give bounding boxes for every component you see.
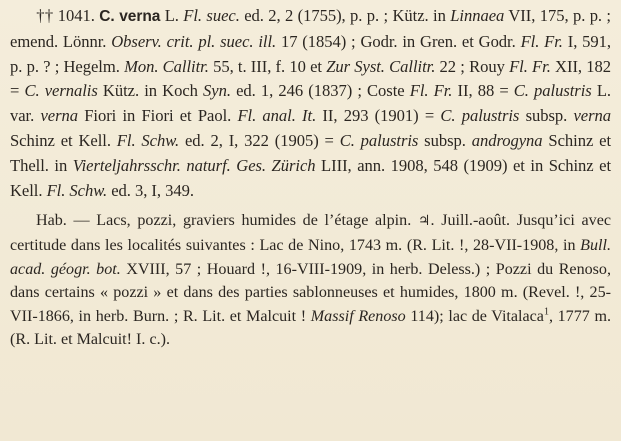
citation-title: Zur Syst. Callitr. bbox=[326, 56, 436, 76]
citation-text: 55, t. III, f. 10 et bbox=[208, 56, 327, 76]
citation-title: Massif Renoso bbox=[310, 307, 406, 325]
citation-text: Schinz et Thell. in bbox=[10, 130, 612, 175]
synonym-name: C. palustris bbox=[513, 81, 592, 101]
citation-text: VII, 175, p. p. ; emend. Lönnr. bbox=[10, 6, 611, 51]
synonym-name: C. vernalis bbox=[24, 81, 98, 101]
citation-title: Fl. Schw. bbox=[46, 180, 108, 200]
citation-title: Fl. Fr. bbox=[520, 31, 563, 51]
citation-text: subsp. bbox=[519, 106, 574, 126]
species-entry bbox=[10, 4, 611, 203]
citation-text: 22 ; Rouy bbox=[435, 56, 510, 76]
citation-title: Fl. Fr. bbox=[509, 56, 551, 76]
citation-title: Syn. bbox=[203, 81, 231, 101]
citation-text: L. var. bbox=[10, 81, 612, 126]
synonym-name: C. palustris bbox=[440, 106, 520, 126]
citation-text: Schinz et Kell. bbox=[10, 130, 117, 150]
citation-title: Vierteljahrsschr. naturf. Ges. Zürich bbox=[72, 155, 316, 175]
citation-text: II, 88 = bbox=[452, 81, 514, 101]
citation-title: Fl. suec. bbox=[183, 6, 240, 25]
citation-text: I, 591, p. p. ? ; Hegelm. bbox=[10, 31, 611, 76]
footnote-reference: 1 bbox=[543, 306, 549, 318]
habitat-text: Hab. — Lacs, pozzi, graviers humides de l’étage alpin. bbox=[36, 212, 418, 230]
species-name: C. verna bbox=[99, 8, 161, 25]
extinction-marker: †† bbox=[36, 6, 58, 25]
habitat-paragraph bbox=[10, 209, 611, 352]
synonym-name: C. palustris bbox=[339, 130, 419, 150]
citation-title: Bull. acad. géogr. bot. bbox=[10, 236, 611, 278]
habitat-text: , 1777 m. (R. Lit. et Malcuit! I. c.). bbox=[10, 307, 611, 349]
citation-text: ed. 2, I, 322 (1905) = bbox=[179, 130, 340, 150]
synonym-name: verna bbox=[40, 106, 78, 126]
synonym-name: androgyna bbox=[471, 130, 543, 150]
citation-title: Mon. Callitr. bbox=[124, 56, 209, 76]
perennial-symbol-icon: ♃ bbox=[417, 213, 431, 230]
citation-text: LIII, ann. 1908, 548 (1909) et in Schinz et Kell. bbox=[10, 155, 612, 200]
habitat-text: XVIII, 57 ; Houard !, 16-VIII-1909, in herb. Deless.) ; Pozzi du Renoso, dans certains « pozzi » et dans des parties sablonneuses et humides, 1800 m. (Revel. !, 25-VII-1866, in herb. Burn. ; R. Lit. et Malcuit ! bbox=[10, 260, 611, 325]
synonym-name: verna bbox=[573, 106, 611, 126]
citation-text: subsp. bbox=[418, 130, 472, 150]
citation-text: ed. 3, I, 349. bbox=[107, 180, 194, 200]
citation-text: Kütz. in Koch bbox=[97, 81, 204, 101]
citation-text: II, 293 (1901) = bbox=[316, 106, 441, 126]
habitat-text: . Juill.-août. Jusqu’ici avec certitude dans les localités suivantes : Lac de Nino, 1743 m. (R. Lit. !, 28-VII-1908, in bbox=[10, 212, 611, 254]
citation-title: Fl. Fr. bbox=[409, 81, 453, 101]
citation-title: Fl. anal. It. bbox=[237, 106, 317, 126]
citation-title: Linnaea bbox=[450, 6, 505, 25]
citation-text: 17 (1854) ; Godr. in Gren. et Godr. bbox=[276, 31, 521, 51]
entry-number: 1041. bbox=[57, 6, 95, 25]
citation-title: Fl. Schw. bbox=[116, 130, 180, 150]
habitat-text: 114); lac de Vitalaca bbox=[405, 307, 544, 325]
citation-text: Fiori in Fiori et Paol. bbox=[78, 106, 238, 126]
citation-text: ed. 1, 246 (1837) ; Coste bbox=[230, 81, 410, 101]
citation-text: ed. 2, 2 (1755), p. p. ; Kütz. in bbox=[239, 6, 451, 25]
citation-title: Observ. crit. pl. suec. ill. bbox=[111, 31, 277, 51]
citation-text: XII, 182 = bbox=[10, 56, 611, 101]
citation-text: L. bbox=[160, 6, 184, 25]
